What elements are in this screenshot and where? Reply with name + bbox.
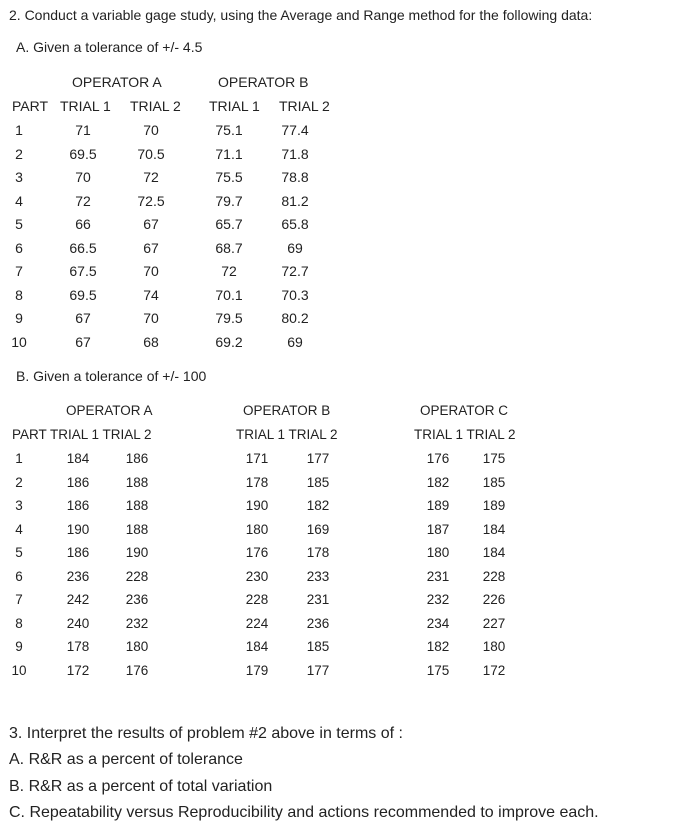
part-a-cell: 66 <box>75 216 91 232</box>
part-a-cell: 75.1 <box>215 122 243 138</box>
part-a-cell: 71 <box>75 122 91 138</box>
part-b-cell: 182 <box>306 498 330 513</box>
part-b-cell: 177 <box>306 662 330 678</box>
part-b-cell: 187 <box>426 521 450 537</box>
part-b-cell: 189 <box>482 498 506 513</box>
part-a-cell: 70 <box>143 122 159 138</box>
part-b-cell: 190 <box>245 498 269 513</box>
part-b-cell: 177 <box>306 451 330 466</box>
part-a-cell: 3 <box>15 169 23 185</box>
part-b-cell: 176 <box>125 662 149 678</box>
part-a-cell: 74 <box>143 286 159 303</box>
part-a-cell: 79.5 <box>215 310 243 326</box>
part-b-cell: 171 <box>245 451 269 466</box>
part-a-cell: 67 <box>75 310 91 326</box>
part-a-cell: 70 <box>75 169 91 185</box>
part-b-cell: 1 <box>15 451 23 466</box>
part-a-cell: 70.5 <box>137 145 165 162</box>
part-b-cell: 240 <box>66 615 90 631</box>
part-b-cell: 178 <box>306 545 330 560</box>
part-b-cell: 180 <box>245 521 269 537</box>
part-a-cell: 68 <box>143 333 159 350</box>
part-a-cell: 67 <box>75 333 91 350</box>
part-a-col-part: PART <box>12 98 49 114</box>
part-a-cell: 66.5 <box>69 239 97 256</box>
part-b-cell: 228 <box>245 592 269 607</box>
part-b-cell: 3 <box>15 498 23 513</box>
part-a-cell: 67 <box>143 216 159 232</box>
part-b-cell: 182 <box>426 474 450 490</box>
part-b-cell: 184 <box>482 545 506 560</box>
part-a-cell: 70.1 <box>215 286 243 303</box>
problem3-heading: 3. Interpret the results of problem #2 above in terms of : <box>9 725 403 742</box>
part-a-cell: 81.2 <box>281 192 309 209</box>
part-a-cell: 2 <box>15 145 23 162</box>
part-a-cell: 67.5 <box>69 263 97 279</box>
part-b-cell: 180 <box>426 545 450 560</box>
part-b-cell: 172 <box>66 662 90 678</box>
part-b-cell: 7 <box>15 592 23 607</box>
part-b-cell: 236 <box>66 568 90 584</box>
part-b-cell: 227 <box>482 615 506 631</box>
part-a-operator-a-header: OPERATOR A <box>72 74 162 90</box>
part-b-cell: 236 <box>125 592 149 607</box>
part-a-cell: 10 <box>11 333 27 350</box>
part-a-cell: 69.5 <box>69 145 97 162</box>
part-b-cell: 242 <box>66 592 90 607</box>
part-b-cell: 2 <box>15 474 23 490</box>
part-b-cell: 190 <box>125 545 149 560</box>
part-b-cell: 186 <box>66 474 90 490</box>
part-b-cell: 234 <box>426 615 450 631</box>
part-b-cell: 226 <box>482 592 506 607</box>
part-b-cell: 179 <box>245 662 269 678</box>
part-a-cell: 1 <box>15 122 23 138</box>
part-a-cell: 69.5 <box>69 286 97 303</box>
part-b-cell: 186 <box>125 451 149 466</box>
part-b-cell: 10 <box>11 662 27 678</box>
part-b-cell: 4 <box>15 521 23 537</box>
part-a-cell: 71.1 <box>215 145 243 162</box>
part-a-cell: 71.8 <box>281 145 309 162</box>
part-a-col-opb-trial1: TRIAL 1 <box>209 98 260 114</box>
part-b-cell: 186 <box>66 545 90 560</box>
part-a-cell: 6 <box>15 239 23 256</box>
part-b-header-c: TRIAL 1 TRIAL 2 <box>414 427 516 442</box>
problem3-item-b: B. R&R as a percent of total variation <box>9 778 273 795</box>
part-a-cell: 72.5 <box>137 192 165 209</box>
part-a-col-opa-trial2: TRIAL 2 <box>130 98 181 114</box>
part-a-cell: 68.7 <box>215 239 243 256</box>
part-a-cell: 79.7 <box>215 192 243 209</box>
part-b-cell: 233 <box>306 568 330 584</box>
part-b-cell: 224 <box>245 615 269 631</box>
part-b-cell: 184 <box>245 639 269 654</box>
part-a-cell: 67 <box>143 239 159 256</box>
part-a-cell: 9 <box>15 310 23 326</box>
part-b-cell: 185 <box>306 639 330 654</box>
part-b-cell: 6 <box>15 568 23 584</box>
part-a-cell: 70 <box>143 263 159 279</box>
part-b-cell: 180 <box>125 639 149 654</box>
part-b-cell: 185 <box>482 474 506 490</box>
part-b-cell: 178 <box>66 639 90 654</box>
problem3-item-c: C. Repeatability versus Reproducibility and actions recommended to improve each. <box>9 804 599 821</box>
part-b-cell: 9 <box>15 639 23 654</box>
problem2-heading: 2. Conduct a variable gage study, using the Average and Range method for the following data: <box>9 7 593 23</box>
part-a-cell: 69 <box>287 333 303 350</box>
part-a-label: A. Given a tolerance of +/- 4.5 <box>16 39 203 55</box>
part-a-cell: 7 <box>15 263 23 279</box>
part-b-cell: 189 <box>426 498 450 513</box>
part-b-cell: 176 <box>245 545 269 560</box>
part-b-cell: 232 <box>125 615 149 631</box>
part-a-col-opb-trial2: TRIAL 2 <box>279 98 330 114</box>
part-a-cell: 78.8 <box>281 169 309 185</box>
part-b-operator-a-header: OPERATOR A <box>66 403 153 418</box>
part-a-cell: 65.7 <box>215 216 243 232</box>
part-a-cell: 65.8 <box>281 216 309 232</box>
part-b-cell: 182 <box>426 639 450 654</box>
part-a-cell: 77.4 <box>281 122 309 138</box>
part-a-cell: 80.2 <box>281 310 309 326</box>
part-a-cell: 72 <box>143 169 159 185</box>
part-b-cell: 169 <box>306 521 330 537</box>
part-b-cell: 228 <box>125 568 149 584</box>
part-a-cell: 70.3 <box>281 286 309 303</box>
part-b-cell: 184 <box>482 521 506 537</box>
part-b-cell: 185 <box>306 474 330 490</box>
part-a-cell: 75.5 <box>215 169 243 185</box>
part-b-cell: 5 <box>15 545 23 560</box>
part-b-cell: 180 <box>482 639 506 654</box>
part-b-cell: 228 <box>482 568 506 584</box>
problem3-item-a: A. R&R as a percent of tolerance <box>9 751 243 768</box>
part-b-cell: 231 <box>426 568 450 584</box>
part-a-cell: 69 <box>287 239 303 256</box>
part-b-cell: 236 <box>306 615 330 631</box>
part-a-cell: 72 <box>75 192 91 209</box>
part-b-cell: 188 <box>125 521 149 537</box>
part-b-cell: 184 <box>66 451 90 466</box>
part-b-cell: 175 <box>482 451 506 466</box>
part-b-operator-b-header: OPERATOR B <box>243 403 331 418</box>
part-b-cell: 8 <box>15 615 23 631</box>
part-b-cell: 231 <box>306 592 330 607</box>
part-a-cell: 8 <box>15 286 23 303</box>
part-a-cell: 72 <box>221 263 237 279</box>
part-b-cell: 172 <box>482 662 506 678</box>
part-b-cell: 188 <box>125 498 149 513</box>
part-b-header-a: PART TRIAL 1 TRIAL 2 <box>12 427 152 442</box>
part-b-cell: 186 <box>66 498 90 513</box>
part-a-cell: 4 <box>15 192 23 209</box>
part-a-cell: 5 <box>15 216 23 232</box>
part-b-cell: 232 <box>426 592 450 607</box>
part-b-cell: 190 <box>66 521 90 537</box>
part-b-cell: 188 <box>125 474 149 490</box>
part-b-operator-c-header: OPERATOR C <box>420 403 509 418</box>
part-a-col-opa-trial1: TRIAL 1 <box>60 98 111 114</box>
part-b-cell: 178 <box>245 474 269 490</box>
part-a-cell: 69.2 <box>215 333 243 350</box>
part-b-cell: 230 <box>245 568 269 584</box>
part-a-cell: 72.7 <box>281 263 309 279</box>
part-b-label: B. Given a tolerance of +/- 100 <box>16 368 207 384</box>
part-a-cell: 70 <box>143 310 159 326</box>
part-b-cell: 175 <box>426 662 450 678</box>
part-a-operator-b-header: OPERATOR B <box>218 74 309 90</box>
part-b-header-b: TRIAL 1 TRIAL 2 <box>236 427 338 442</box>
part-b-cell: 176 <box>426 451 450 466</box>
